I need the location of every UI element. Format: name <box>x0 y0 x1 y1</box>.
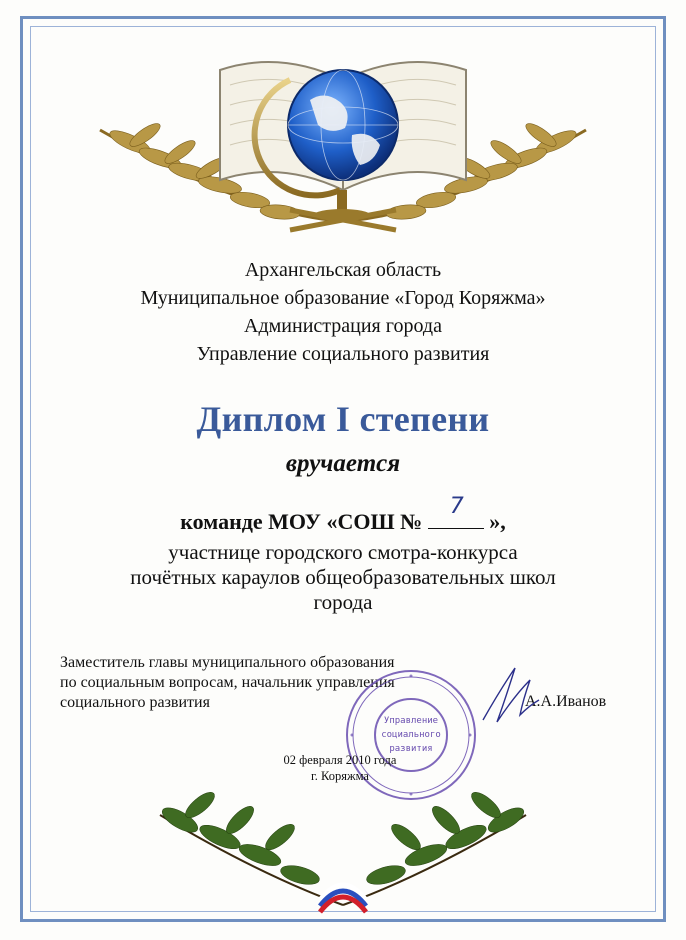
signatory-name: А.А.Иванов <box>525 693 607 710</box>
award-body <box>0 540 686 615</box>
stamp-text-1: Управление <box>383 716 439 726</box>
award-line <box>0 494 686 535</box>
issue-city: г. Коряжма <box>311 769 369 783</box>
stamp-text-2: социального <box>381 730 441 740</box>
administration-line: Администрация города <box>244 315 442 337</box>
diploma-title: Диплом I степени <box>196 399 490 439</box>
signatory-line-2: по социальным вопросам, начальник управления <box>60 674 395 691</box>
award-prefix: команде МОУ «СОШ № <box>180 509 423 534</box>
department-line: Управление социального развития <box>196 343 490 365</box>
signatory-line-1: Заместитель главы муниципального образования <box>60 654 395 671</box>
award-suffix: », <box>489 509 506 534</box>
signature-icon <box>475 660 545 730</box>
school-number: 7 <box>449 494 464 519</box>
stamp-text-3: развития <box>389 744 433 754</box>
body-line-2: почётных караулов общеобразовательных школ <box>130 565 556 589</box>
school-number-field <box>428 494 484 529</box>
laurel-branches-icon <box>140 775 546 915</box>
municipality-line: Муниципальное образование «Город Коряжма» <box>140 287 546 309</box>
globe-book-emblem-icon <box>90 40 596 240</box>
signatory-line-3: социального развития <box>60 694 210 711</box>
issue-date: 02 февраля 2010 года <box>283 753 397 767</box>
diploma-subtitle: вручается <box>285 450 401 477</box>
region-line: Архангельская область <box>244 259 442 281</box>
body-line-1: участнице городского смотра-конкурса <box>168 540 518 564</box>
body-line-3: города <box>313 590 373 614</box>
